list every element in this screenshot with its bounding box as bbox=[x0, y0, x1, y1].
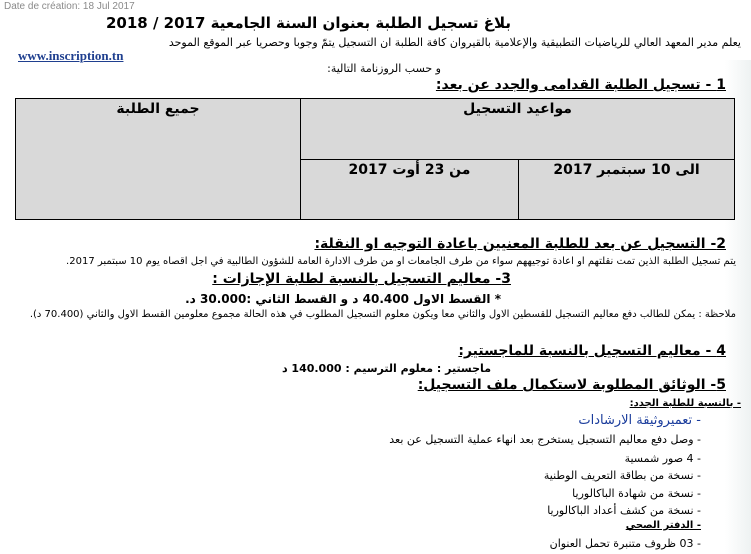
doc-item-1: - تعميروثيقة الارشادات bbox=[578, 413, 701, 428]
from-date-cell: من 23 أوت 2017 bbox=[301, 159, 519, 220]
section-4-heading: 4 - معاليم التسجيل بالنسبة للماجستير: bbox=[458, 343, 726, 359]
doc-item-5: - نسخة من شهادة الباكالوريا bbox=[572, 487, 701, 500]
section-5-new-students: - بالنسبة للطلبة الجدد: bbox=[629, 398, 741, 409]
section-2-heading: 2- التسجيل عن بعد للطلبة المعنيين باعادة التوجيه او النقلة: bbox=[314, 236, 726, 252]
doc-item-envelopes: - 03 ظروف متنبرة تحمل العنوان bbox=[549, 537, 701, 550]
section-3-note: ملاحظة : يمكن للطالب دفع معاليم التسجيل للقسطين الاول والثاني معا ويكون معلوم التسجيل المطلوب في هذه الحالة مجموع معلومين القسط الاول والثاني (70.400 د). bbox=[29, 309, 736, 320]
doc-item-6: - نسخة من كشف أعداد الباكالوريا bbox=[547, 504, 701, 517]
section-4-fee: ماجستير : معلوم الترسيم : 140.000 د bbox=[281, 362, 491, 375]
section-3-fees: * القسط الاول 40.400 د و القسط الثاني :30.000 د. bbox=[185, 292, 501, 306]
doc-item-3: - 4 صور شمسية bbox=[624, 452, 701, 465]
intro-line-1: يعلم مدير المعهد العالي للرياضيات التطبيقية والإعلامية بالقيروان كافة الطلبة ان التسجيل يتمّ وجوبا وحصريا عبر الموقع الموحد bbox=[168, 36, 741, 49]
doc-item-2: - وصل دفع معاليم التسجيل يستخرج بعد انهاء عملية التسجيل عن بعد bbox=[389, 433, 701, 446]
page-title: بلاغ تسجيل الطلبة بعنوان السنة الجامعية 2017 / 2018 bbox=[105, 14, 511, 32]
dates-header-cell: مواعيد التسجيل bbox=[301, 99, 735, 160]
to-date-cell: الى 10 سبتمبر 2017 bbox=[519, 159, 735, 220]
website-link[interactable]: www.inscription.tn bbox=[18, 48, 124, 63]
creation-date: Date de création: 18 Jul 2017 bbox=[4, 1, 135, 12]
intro-line-2: و حسب الروزنامة التالية: bbox=[327, 62, 441, 75]
students-cell: جميع الطلبة bbox=[16, 99, 301, 220]
section-2-text: يتم تسجيل الطلبة الذين تمت نقلتهم او اعادة توجيههم سواء من طرف الجامعات او من طرف الادارة العامة للشؤون الطالبية في اجل اقصاه يوم 10 سبتمبر 2017. bbox=[66, 256, 736, 267]
section-3-heading: 3- معاليم التسجيل بالنسبة لطلبة الإجازات : bbox=[212, 271, 511, 287]
schedule-table bbox=[15, 98, 735, 220]
doc-item-4: - نسخة من بطاقة التعريف الوطنية bbox=[543, 469, 701, 482]
doc-item-health-booklet: - الدفتر الصحي bbox=[625, 520, 701, 531]
section-1-heading: 1 - تسجيل الطلبة القدامى والجدد عن بعد: bbox=[435, 77, 726, 93]
section-5-heading: 5- الوثائق المطلوبة لاستكمال ملف التسجيل: bbox=[417, 377, 726, 393]
